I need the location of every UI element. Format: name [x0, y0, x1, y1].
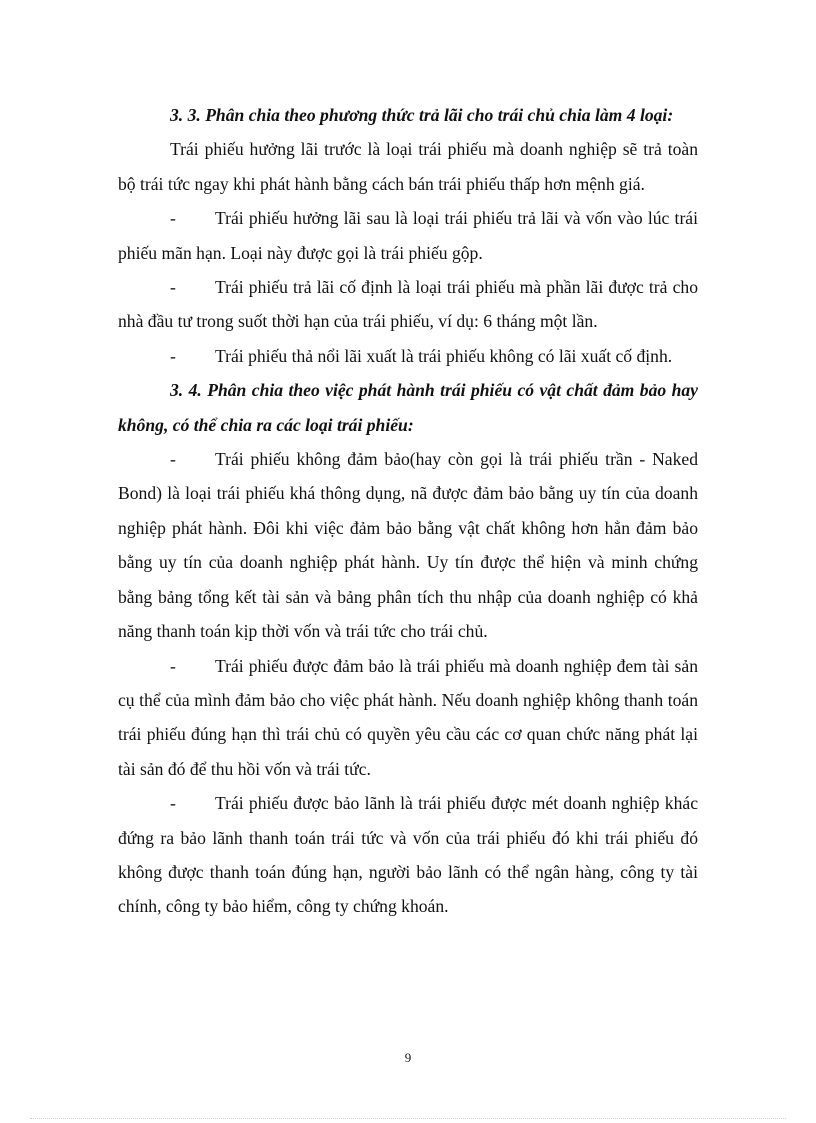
bullet-text: Trái phiếu thả nổi lãi xuất là trái phiếu không có lãi xuất cố định.	[215, 345, 673, 366]
bullet-dash: -	[170, 208, 176, 229]
bullet-text: Trái phiếu hưởng lãi sau là loại trái phiếu trả lãi và vốn vào lúc trái phiếu mãn hạn. Loại này được gọi là trái phiếu gộp.	[118, 208, 698, 263]
section-heading-3-3: 3. 3. Phân chia theo phương thức trả lãi cho trái chủ chia làm 4 loại:	[170, 105, 674, 125]
bullet-dash: -	[170, 793, 176, 814]
document-page	[118, 98, 698, 924]
bullet-dash: -	[170, 345, 176, 366]
bullet-dash: -	[170, 655, 176, 676]
bullet-text: Trái phiếu trả lãi cố định là loại trái phiếu mà phần lãi được trả cho nhà đầu tư trong suốt thời hạn của trái phiếu, ví dụ: 6 tháng một lần.	[118, 277, 698, 332]
section-3-3-intro: Trái phiếu hưởng lãi trước là loại trái phiếu mà doanh nghiệp sẽ trả toàn bộ trái tức ngay khi phát hành bằng cách bán trái phiếu thấp hơn mệnh giá.	[118, 139, 698, 194]
bullet-dash: -	[170, 449, 176, 470]
bullet-item	[118, 442, 698, 648]
bullet-item	[118, 786, 698, 924]
bullet-text: Trái phiếu không đảm bảo(hay còn gọi là trái phiếu trần - Naked Bond) là loại trái phiếu khá thông dụng, nã được đảm bảo bằng uy tín của doanh nghiệp phát hành. Đôi khi việc đảm bảo bằng vật chất không hơn hẳn đảm bảo bằng uy tín của doanh nghiệp phát hành. Uy tín được thể hiện và minh chứng bằng bảng tổng kết tài sản và bảng phân tích thu nhập của doanh nghiệp có khả năng thanh toán kịp thời vốn và trái tức cho trái chủ.	[118, 449, 698, 642]
bullet-text: Trái phiếu được bảo lãnh là trái phiếu được mét doanh nghiệp khác đứng ra bảo lãnh thanh toán trái tức và vốn của trái phiếu đó khi trái phiếu đó không được thanh toán đúng hạn, người bảo lãnh có thể ngân hàng, công ty tài chính, công ty bảo hiểm, công ty chứng khoán.	[118, 793, 698, 917]
bullet-item	[118, 649, 698, 787]
bullet-dash: -	[170, 277, 176, 298]
bullet-item	[118, 339, 698, 373]
bullet-item	[118, 201, 698, 270]
bullet-text: Trái phiếu được đảm bảo là trái phiếu mà doanh nghiệp đem tài sản cụ thể của mình đảm bảo cho việc phát hành. Nếu doanh nghiệp không thanh toán trái phiếu đúng hạn thì trái chủ có quyền yêu cầu các cơ quan chức năng phát lại tài sản đó để thu hồi vốn và trái tức.	[118, 655, 698, 779]
section-heading-3-4: 3. 4. Phân chia theo việc phát hành trái phiếu có vật chất đảm bảo hay không, có thể chia ra các loại trái phiếu:	[118, 380, 698, 435]
bullet-item	[118, 270, 698, 339]
footer-divider	[30, 1118, 786, 1119]
page-number: 9	[404, 1050, 412, 1065]
